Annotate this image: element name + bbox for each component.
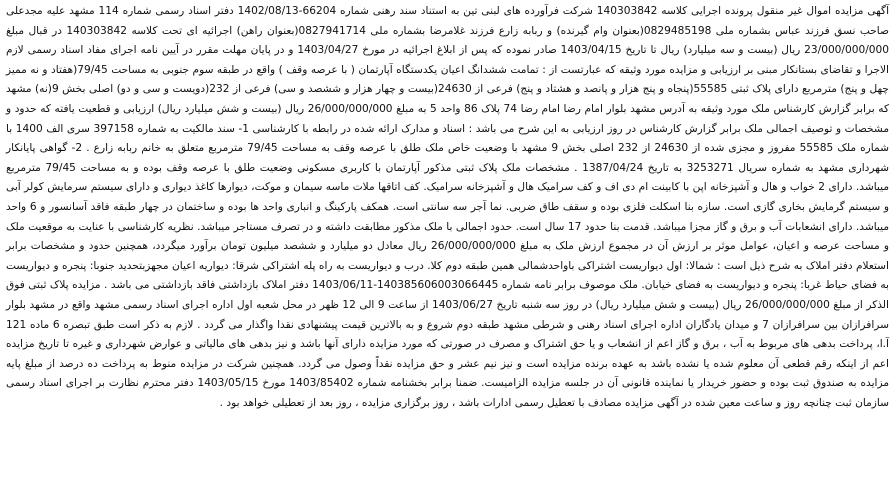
notice-body-text: آگهی مزایده اموال غیر منقول پرونده اجرایی کلاسه 140303842 شرکت فرآورده های لبنی تین به استناد سند رهنی شماره 66204-1402/08/13 دفتر اسناد رسمی شماره 114 مشهد علیه مجدعلی صاحب نسق فرزند عباس بشماره ملی 0829485198(بعنوان وام گیرنده) و ربابه زارع فرزند غلامرضا بشماره ملی 0827941714(بعنوان راهن) اجرائیه ای تحت کلاسه 140303842 در قبال مبلغ 23/000/000/000 ریال (بیست و سه میلیارد) ریال تا تاریخ 1403/04/15 صادر نموده که پس از ابلاغ اجرائیه در مورخ 1403/04/27 و در پایان مهلت مقرر در آیین نامه اجرای مفاد اسناد رسمی لازم الاجرا و تقاضای بستانکار مبنی بر ارزیابی و مزایده مورد وثیقه که عبارتست از : تمامت ششدانگ اعیان یکدستگاه آپارتمان ( با عرصه وقف ) واقع در طبقه سوم جنوبی به مساحت 79/45(هفتاد و نه ممیز چهل و پنج) مترمربع دارای پلاک ثبتی 55585(پنجاه و پنج هزار و پانصد و هشتاد و پنج) فرعی از 24630(بیست و چهار هزار و ششصد و سی) فرعی از 232(دویست و سی و دو) اصلی بخش 9(نه) مشهد که برابر گزارش کارشناس ملک مورد وثیقه به آدرس مشهد بلوار امام رضا امام رضا 74 پلاک 86 واحد 5 به مبلغ 26/000/000/000 ریال (بیست و شش میلیارد ریال) ارزیابی و قطعیت یافته که حدود و مشخصات و توصیف اجمالی ملک برابر گزارش کارشناس در روز ارزیابی به این شرح می باشد : اسناد و مدارک ارائه شده در رابطه با کارشناسی 1- سند مالکیت به شماره 397158 سری الف 1400 با شماره ملک 55585 مفروز و مجزی شده از 24630 از 232 اصلی بخش 9 مشهد با وضعیت خاص ملک طلق با عرصه وقف به مساحت 79/45 مترمربع متعلق به خانم ربابه زارع . 2- گواهی پایانکار شهرداری مشهد به شماره سریال 3253271 به تاریخ 1387/04/24 . مشخصات ملک پلاک ثبتی مذکور آپارتمان با کاربری مسکونی وضعیت طلق با عرصه وقف بوده و به مساحت 79/45 مترمربع میباشد. دارای 2 خواب و هال و آشپزخانه اپن با کابینت ام دی اف و کف سرامیک هال و آشپزخانه سرامیک. کف اتاقها ملات ماسه سیمان و موکت، دیوارها کاغذ دیواری و دارای سیستم سرمایش کولر آبی و سیستم گرمایش بخاری گازی است. سازه بنا اسکلت فلزی بوده و سقف طاق ضربی. نما آجر سه سانتی است. همکف پارکینگ و انباری واحد ها بوده و ساختمان در چهار طبقه فاقد آسانسور و 6 واحد میباشد. دارای انشعابات آب و برق و گاز مجزا میباشد. قدمت بنا حدود 17 سال است. حدود اجمالی با ملک مذکور مطابقت داشته و در تصرف مستاجر میباشد. نظریه کارشناسی با عنایت به موقعیت ملک و مساحت عرصه و اعیان، عوامل موثر بر ارزش آن در مجموع ارزش ملک به مبلغ 26/000/000/000 ریال معادل دو میلیارد و ششصد میلیون تومان برآورد میگردد، همچنین حدود و مشخصات برابر استعلام دفتر املاک به شرح ذیل است : شمالا: اول دیواریست اشتراکی باواحدشمالی همین طبقه دوم کلا. درب و دیواریست به راه پله اشتراکی شرقا: دیواریه اعیان مجهزبتحدید جنوبا: پنجره و دیواریست به فضای حیاط غربا: پنجره و دیواریست به فضای خیابان. ملک موصوف برابر نامه شماره 140385606003066445-1403/06/11 دفتر املاک بازداشتی فاقد بازداشتی می باشد . مزایده پلاک ثبتی فوق الذکر از مبلغ 26/000/000/000 ریال (بیست و شش میلیارد ریال) در روز سه شنبه تاریخ 1403/06/27 از ساعت 9 الی 12 ظهر در محل شعبه اول اداره اجرای اسناد رسمی مشهد واقع در مشهد بلوار سرافرازان بین سرافرازان 7 و میدان یادگاران اداره اجرای اسناد رهنی و شرطی مشهد طبقه دوم شروع و به بالاترین قیمت پیشنهادی نقدا واگذار می گردد . لازم به ذکر است طبق تبصره 6 ماده 121 آ.ا، پرداخت بدهی های مربوط به آب ، برق و گاز اعم از انشعاب و یا حق اشتراک و مصرف در صورتی که مورد مزایده دارای آنها باشد و نیز بدهی های مالیاتی و عوارض شهرداری و غیره تا تاریخ مزایده اعم از اینکه رقم قطعی آن معلوم شده یا نشده باشد به عهده برنده مزایده است و نیز نیم عشر و حق مزایده نقداً وصول می گردد. همچنین شرکت در مزایده منوط به پرداخت ده درصد از مبلغ پایه مزایده به صندوق ثبت بوده و حضور خریدار یا نماینده قانونی آن در جلسه مزایده الزامیست. ضمنا برابر بخشنامه شماره 1403/85402 مورخ 1403/05/15 دفتر محترم نظارت بر اجرای اسناد رسمی سازمان ثبت چنانچه روز و ساعت معین شده در آگهی مزایده مصادف با تعطیل رسمی ادارات باشد ، روز برگزاری مزایده ، روز بعد از تعطیلی خواهد بود .	[6, 5, 890, 409]
